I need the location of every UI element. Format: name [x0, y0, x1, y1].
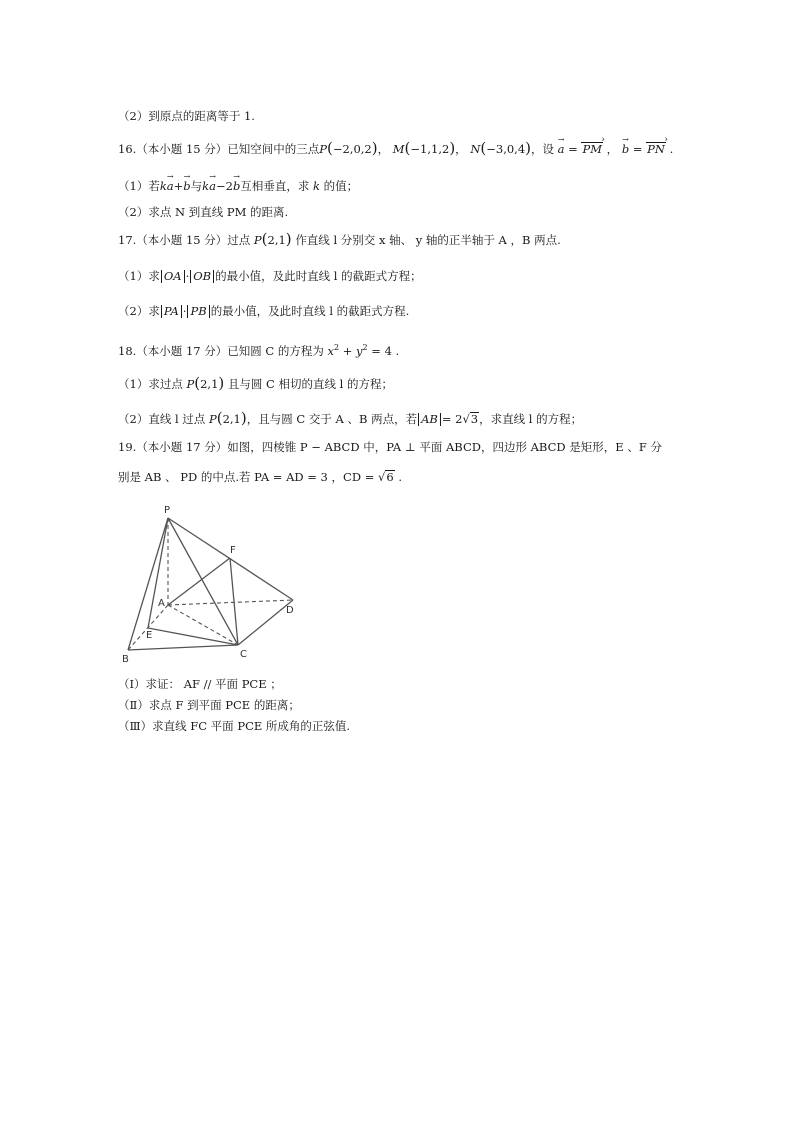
q16-part2: （2）求点 N 到直线 PM 的距离.: [118, 205, 289, 219]
label-B: B: [122, 654, 129, 665]
label-F: F: [230, 545, 236, 556]
label-E: E: [146, 630, 153, 641]
q16-part1: （1）若k→ a+→ b与k→ a−2→ b互相垂直，求 k 的值；: [118, 178, 358, 194]
q19-part2: （Ⅱ）求点 F 到平面 PCE 的距离；: [118, 698, 300, 712]
edge-CD: [238, 600, 293, 645]
label-P: P: [164, 505, 171, 516]
pyramid-figure: [118, 500, 318, 665]
q18-header: 18.（本小题 17 分）已知圆 C 的方程为 $x^2 + y^2 = 4$ .: [118, 343, 400, 358]
edge-EC: [148, 628, 238, 645]
edge-AD: [168, 600, 293, 605]
label-C: C: [240, 649, 247, 660]
q19-part3: （Ⅲ）求直线 FC 平面 PCE 所成角的正弦值.: [118, 719, 351, 733]
q17-part2: （2）求 PA · PB 的最小值，及此时直线 l 的截距式方程.: [118, 304, 410, 318]
q16-header: 16.（本小题 15 分）已知空间中的三点P(−2,0,2)， M(−1,1,2)， N(−3,0,4)，设 → a = PM › ， → b = PN › .: [118, 140, 673, 157]
label-A: A: [158, 598, 165, 609]
q17-header: 17.（本小题 15 分）过点 P(2,1) 作直线 l 分别交 x 轴、 y 轴的正半轴于 A ，B 两点.: [118, 230, 561, 248]
q19-line1: 19.（本小题 17 分）如图，四棱锥 P − ABCD 中，PA ⊥ 平面 ABCD，四边形 ABCD 是矩形，E 、F 分: [118, 440, 662, 454]
q19-part1: （Ⅰ）求证： AF // 平面 PCE ；: [118, 677, 282, 691]
q18-part2: （2）直线 l 过点 P(2,1)，且与圆 C 交于 A 、B 两点，若 AB = 2√3，求直线 l 的方程；: [118, 409, 583, 427]
q17-part1: （1）求 OA · OB 的最小值，及此时直线 l 的截距式方程；: [118, 269, 422, 283]
edge-AB: [128, 605, 168, 650]
q19-line2: 别是 AB 、 PD 的中点.若 PA = AD = 3 ，CD = √6 .: [118, 470, 402, 484]
q18-part1: （1）求过点 P(2,1) 且与圆 C 相切的直线 l 的方程；: [118, 374, 394, 392]
label-D: D: [286, 605, 294, 616]
edge-PC: [168, 518, 238, 645]
edge-BC: [128, 645, 238, 650]
q15-part2: （2）到原点的距离等于 1.: [118, 109, 255, 123]
edge-AF: [168, 558, 230, 605]
